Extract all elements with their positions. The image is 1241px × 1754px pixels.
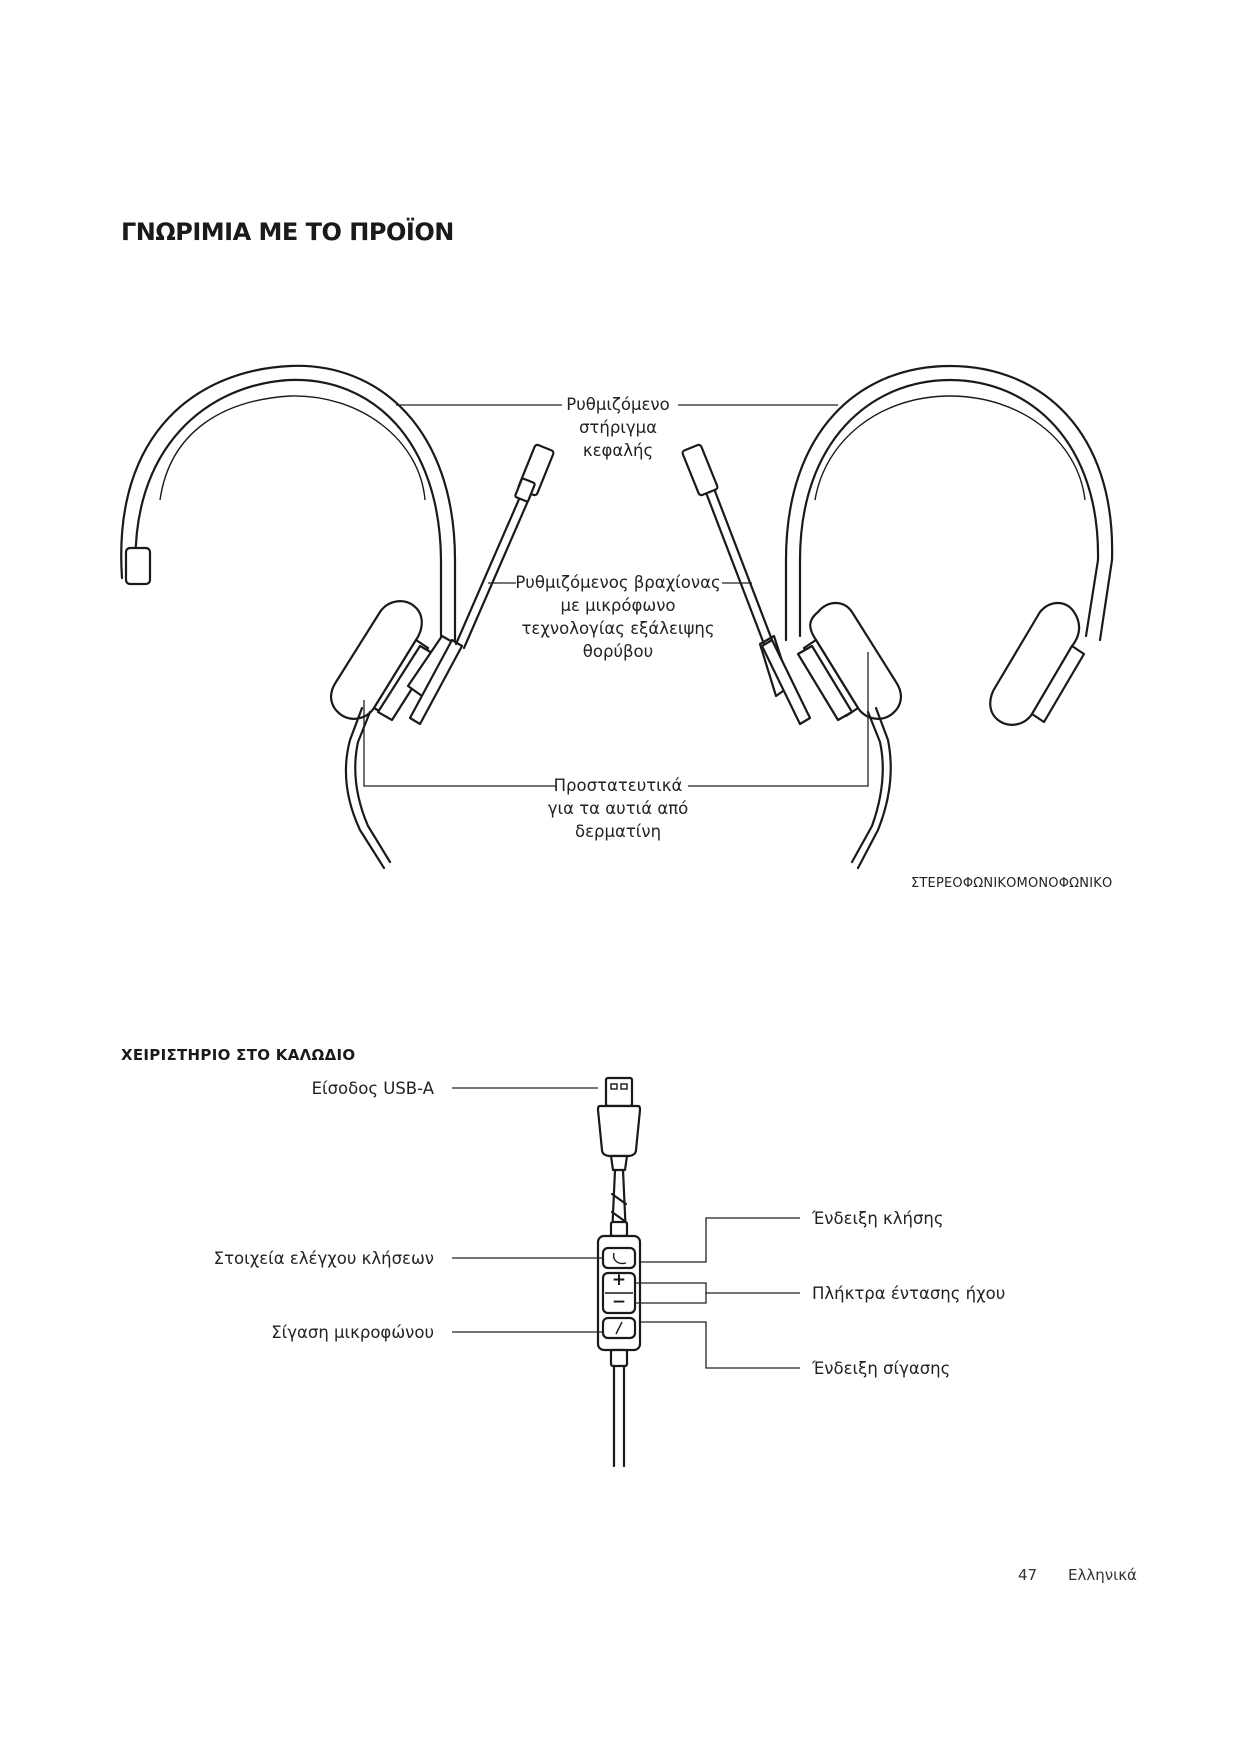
boom-arm-label-line: θορύβου <box>582 642 654 661</box>
variant-caption: ΣΤΕΡΕΟΦΩΝΙΚΟΜΟΝΟΦΩΝΙΚΟ <box>911 876 1113 891</box>
mono-headset-drawing <box>121 366 554 868</box>
volume-down-button: − <box>611 1292 627 1312</box>
boom-arm-label <box>508 571 728 663</box>
headband-label-line: Ρυθμιζόμενο <box>566 395 670 414</box>
page-number: 47 <box>1018 1566 1038 1584</box>
volume-keys-label: Πλήκτρα έντασης ήχου <box>812 1284 1006 1303</box>
ear-cushion-label-line: Προστατευτικά <box>553 776 683 795</box>
volume-up-button: + <box>611 1270 627 1290</box>
ear-cushion-label <box>508 774 728 843</box>
ear-cushion-label-line: για τα αυτιά από <box>547 799 689 818</box>
page-title: ΓΝΩΡΙΜΙΑ ΜΕ ΤΟ ΠΡΟΪΟΝ <box>121 218 454 246</box>
boom-arm-label-line: με μικρόφωνο <box>560 596 676 615</box>
usb-a-label: Είσοδος USB-A <box>311 1079 434 1098</box>
section-title: ΧΕΙΡΙΣΤΗΡΙΟ ΣΤΟ ΚΑΛΩΔΙΟ <box>121 1046 356 1064</box>
mute-indicator-label: Ένδειξη σίγασης <box>812 1359 951 1378</box>
headband-label-line: στήριγμα <box>578 418 658 437</box>
headband-label <box>508 393 728 462</box>
call-controls-label: Στοιχεία ελέγχου κλήσεων <box>213 1249 434 1268</box>
stereo-headset-drawing <box>682 366 1112 868</box>
call-indicator-label: Ένδειξη κλήσης <box>812 1209 944 1228</box>
boom-arm-label-line: Ρυθμιζόμενος βραχίονας <box>515 573 721 592</box>
boom-arm-label-line: τεχνολογίας εξάλειψης <box>521 619 715 638</box>
ear-cushion-label-line: δερματίνη <box>574 822 662 841</box>
headband-label-line: κεφαλής <box>582 441 654 460</box>
mic-mute-label: Σίγαση μικροφώνου <box>271 1323 434 1342</box>
footer-language: Ελληνικά <box>1068 1566 1137 1584</box>
